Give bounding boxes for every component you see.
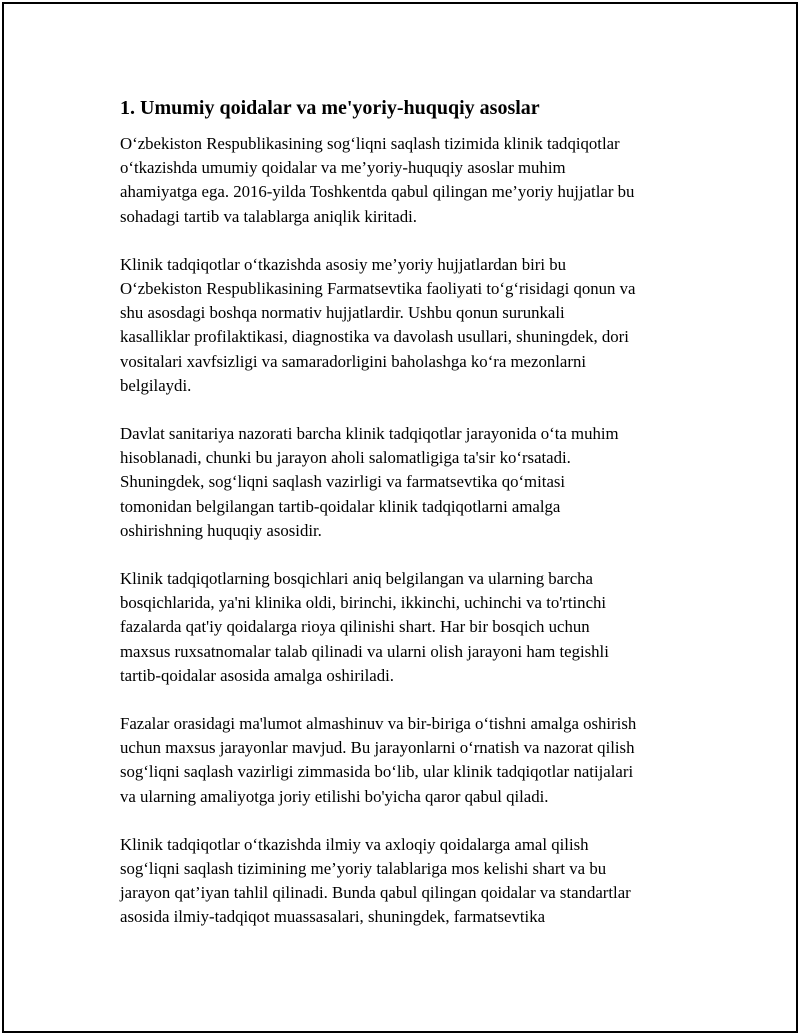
paragraph-line: o‘tkazishda umumiy qoidalar va me’yoriy-huquqiy asoslar muhim	[120, 158, 566, 178]
paragraph-line: kasalliklar profilaktikasi, diagnostika va davolash usullari, shuningdek, dori	[120, 327, 629, 347]
page-content	[120, 94, 700, 954]
paragraph-line: hisoblanadi, chunki bu jarayon aholi salomatligiga ta'sir ko‘rsatadi.	[120, 448, 571, 468]
paragraph	[120, 422, 700, 543]
paragraph-line: O‘zbekiston Respublikasining sog‘liqni saqlash tizimida klinik tadqiqotlar	[120, 134, 620, 153]
paragraph-line: Shuningdek, sog‘liqni saqlash vazirligi va farmatsevtika qo‘mitasi	[120, 472, 566, 492]
paragraph-line: bosqichlarida, ya'ni klinika oldi, birinchi, ikkinchi, uchinchi va to'rtinchi	[120, 593, 607, 613]
paragraph-line: oshirishning huquqiy asosidir.	[120, 520, 322, 540]
paragraph-line: ahamiyatga ega. 2016-yilda Toshkentda qabul qilingan me’yoriy hujjatlar bu	[120, 182, 635, 202]
paragraph-line: Klinik tadqiqotlar o‘tkazishda ilmiy va axloqiy qoidalarga amal qilish	[120, 834, 589, 854]
paragraph-line: sog‘liqni saqlash vazirligi zimmasida bo‘lib, ular klinik tadqiqotlar natijalari	[120, 762, 634, 782]
paragraph-line: shu asosdagi boshqa normativ hujjatlardir. Ushbu qonun surunkali	[120, 303, 565, 323]
paragraph-line: Klinik tadqiqotlar o‘tkazishda asosiy me’yoriy hujjatlardan biri bu	[120, 254, 566, 274]
paragraph-line: tartib-qoidalar asosida amalga oshiriladi.	[120, 665, 395, 685]
paragraph-line: asosida ilmiy-tadqiqot muassasalari, shuningdek, farmatsevtika	[120, 907, 546, 927]
paragraph	[120, 253, 700, 398]
paragraph-line: fazalarda qat'iy qoidalarga rioya qilinishi shart. Har bir bosqich uchun	[120, 617, 590, 637]
paragraph-line: Fazalar orasidagi ma'lumot almashinuv va bir-biriga o‘tishni amalga oshirish	[120, 714, 637, 734]
paragraph-line: jarayon qat’iyan tahlil qilinadi. Bunda qabul qilingan qoidalar va standartlar	[120, 883, 631, 903]
paragraph-line: belgilaydi.	[120, 375, 192, 395]
paragraph	[120, 712, 700, 809]
paragraph-line: maxsus ruxsatnomalar talab qilinadi va ularni olish jarayoni ham tegishli	[120, 641, 609, 661]
paragraph-line: sohadagi tartib va talablarga aniqlik kiritadi.	[120, 206, 417, 226]
paragraph-line: Klinik tadqiqotlarning bosqichlari aniq belgilangan va ularning barcha	[120, 569, 594, 589]
paragraph	[120, 567, 700, 688]
section-heading: 1. Umumiy qoidalar va me'yoriy-huquqiy asoslar	[120, 97, 540, 119]
paragraph-line: vositalari xavfsizligi va samaradorligini baholashga ko‘ra mezonlarni	[120, 351, 586, 371]
paragraphs-container	[120, 132, 700, 930]
paragraph	[120, 132, 700, 229]
page-frame	[2, 2, 798, 1033]
paragraph-line: uchun maxsus jarayonlar mavjud. Bu jarayonlarni o‘rnatish va nazorat qilish	[120, 738, 635, 758]
paragraph-line: va ularning amaliyotga joriy etilishi bo'yicha qaror qabul qiladi.	[120, 786, 549, 806]
paragraph-line: sog‘liqni saqlash tizimining me’yoriy talablariga mos kelishi shart va bu	[120, 859, 607, 879]
paragraph-line: tomonidan belgilangan tartib-qoidalar klinik tadqiqotlarni amalga	[120, 496, 561, 516]
paragraph-line: O‘zbekiston Respublikasining Farmatsevtika faoliyati to‘g‘risidagi qonun va	[120, 279, 636, 299]
paragraph-line: Davlat sanitariya nazorati barcha klinik tadqiqotlar jarayonida o‘ta muhim	[120, 424, 619, 444]
paragraph	[120, 833, 700, 930]
